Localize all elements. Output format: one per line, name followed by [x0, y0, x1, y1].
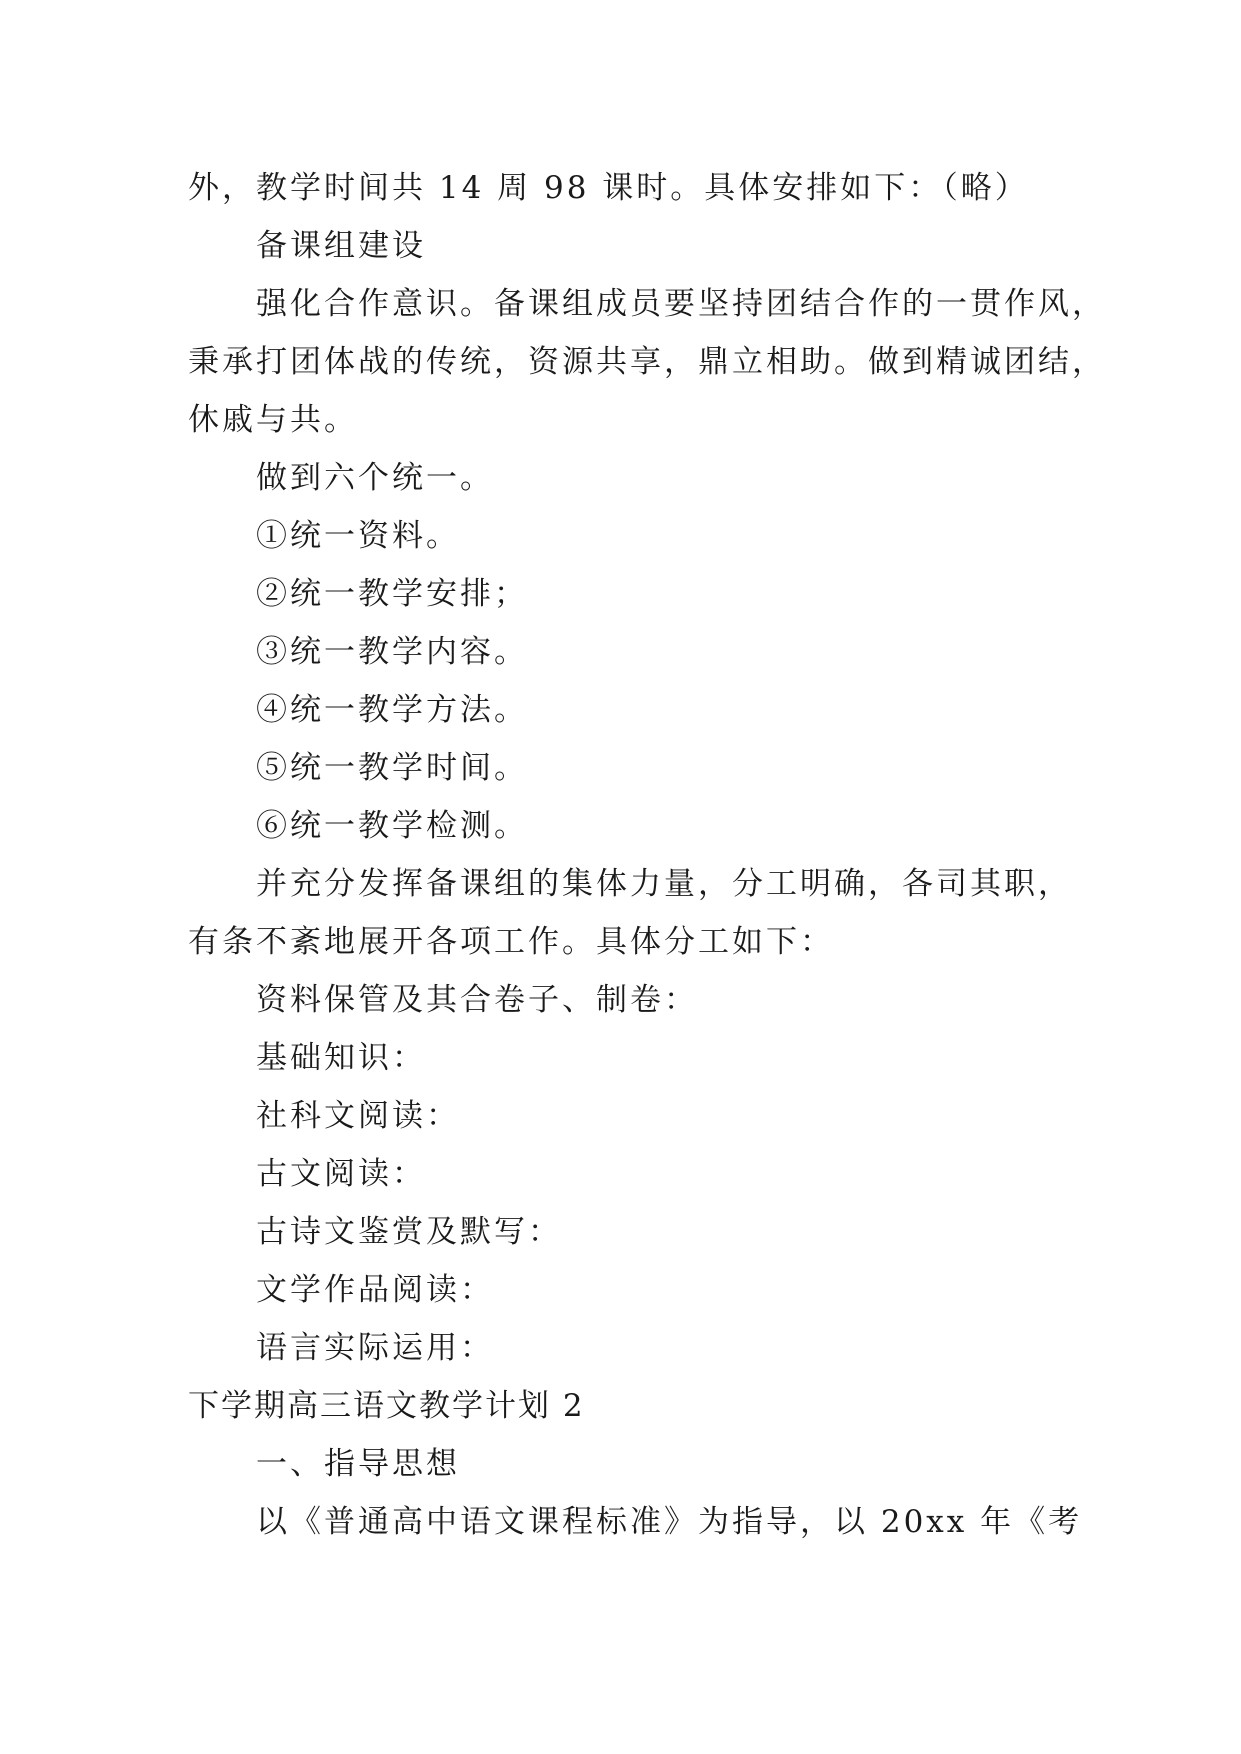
list-item-unify-testing: ⑥统一教学检测。 — [256, 808, 528, 844]
document-title-plan-2: 下学期高三语文教学计划 2 — [188, 1388, 585, 1424]
paragraph-line-cooperation-2: 秉承打团体战的传统，资源共享，鼎立相助。做到精诚团结， — [188, 344, 1106, 380]
task-item-classical-reading: 古文阅读： — [256, 1156, 426, 1192]
paragraph-line-guidance: 以《普通高中语文课程标准》为指导，以 20xx 年《考 — [256, 1504, 1083, 1540]
paragraph-line-six-unify: 做到六个统一。 — [256, 460, 494, 496]
task-item-language-use: 语言实际运用： — [256, 1330, 494, 1366]
list-item-unify-schedule: ②统一教学安排； — [256, 576, 528, 612]
task-item-basic-knowledge: 基础知识： — [256, 1040, 426, 1076]
section-heading-lesson-group: 备课组建设 — [256, 228, 426, 264]
paragraph-line-division-1: 并充分发挥备课组的集体力量，分工明确，各司其职， — [256, 866, 1072, 902]
task-item-materials: 资料保管及其合卷子、制卷： — [256, 982, 698, 1018]
task-item-poetry: 古诗文鉴赏及默写： — [256, 1214, 562, 1250]
list-item-unify-content: ③统一教学内容。 — [256, 634, 528, 670]
paragraph-line-division-2: 有条不紊地展开各项工作。具体分工如下： — [188, 924, 834, 960]
paragraph-line-teaching-time: 外，教学时间共 14 周 98 课时。具体安排如下：（略） — [188, 170, 1029, 206]
list-item-unify-time: ⑤统一教学时间。 — [256, 750, 528, 786]
task-item-literature: 文学作品阅读： — [256, 1272, 494, 1308]
paragraph-line-cooperation-3: 休戚与共。 — [188, 402, 358, 438]
paragraph-line-cooperation-1: 强化合作意识。备课组成员要坚持团结合作的一贯作风， — [256, 286, 1106, 322]
section-heading-guiding-thought: 一、指导思想 — [256, 1446, 460, 1482]
task-item-social-reading: 社科文阅读： — [256, 1098, 460, 1134]
list-item-unify-materials: ①统一资料。 — [256, 518, 460, 554]
list-item-unify-methods: ④统一教学方法。 — [256, 692, 528, 728]
